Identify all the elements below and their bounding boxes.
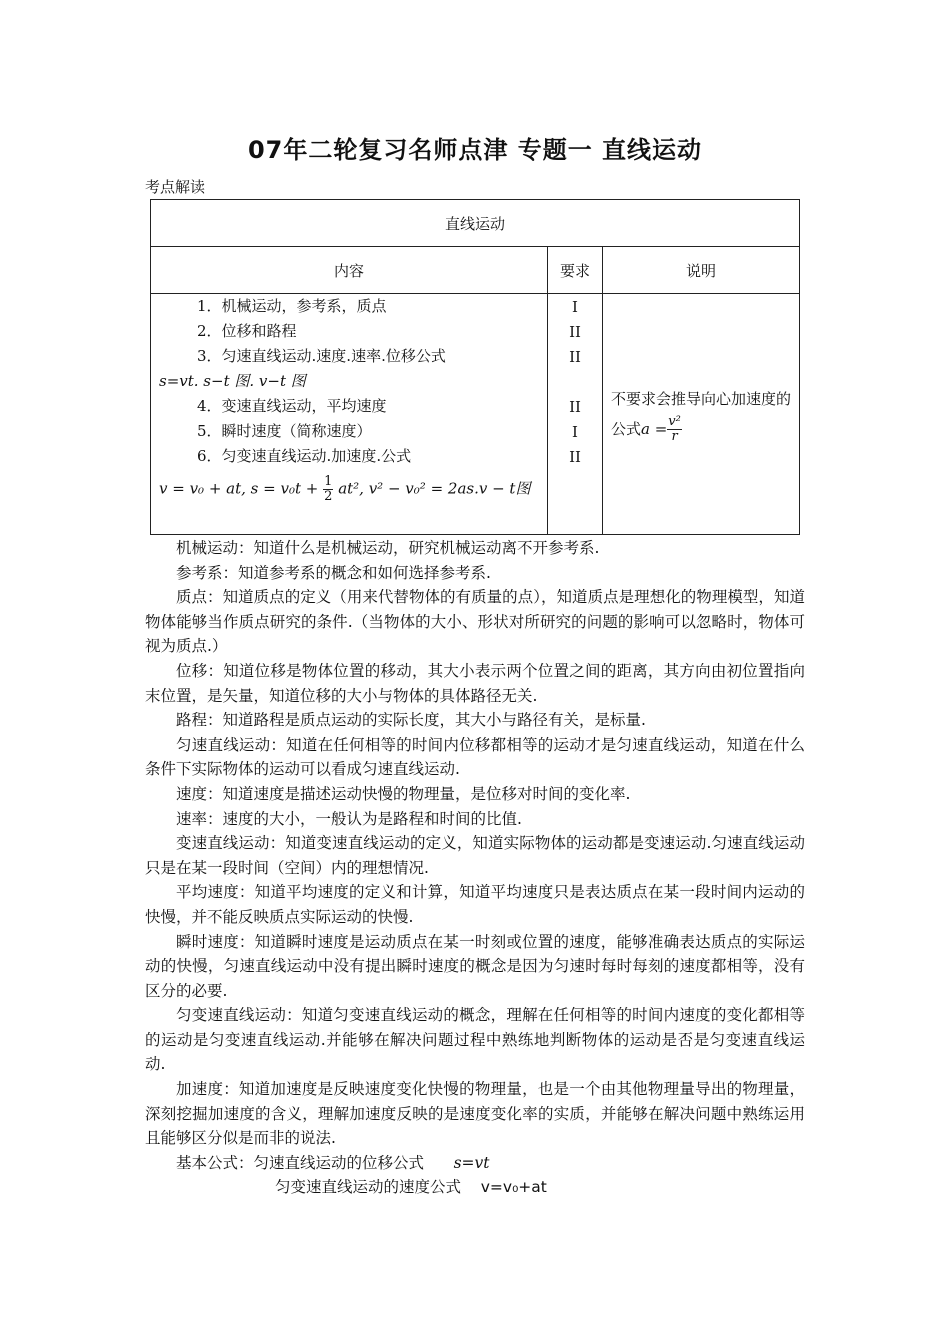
note-cell bbox=[603, 294, 800, 535]
fraction-numerator: 1 bbox=[324, 474, 333, 489]
header-requirement: 要求 bbox=[548, 247, 603, 294]
paragraph: 平均速度：知道平均速度的定义和计算，知道平均速度只是表达质点在某一段时间内运动的快慢，并不能反映质点实际运动的快慢. bbox=[145, 883, 805, 926]
paragraph: 匀速直线运动：知道在任何相等的时间内位移都相等的运动才是匀速直线运动，知道在什么条件下实际物体的运动可以看成匀速直线运动. bbox=[145, 735, 805, 779]
velocity-formula: v=v₀+at bbox=[480, 1178, 547, 1197]
note-text bbox=[611, 384, 791, 445]
content-item: 5．瞬时速度（简称速度） bbox=[197, 422, 372, 440]
body-text bbox=[145, 536, 805, 1200]
content-item: 1．机械运动，参考系，质点 bbox=[197, 297, 387, 315]
section-label: 考点解读 bbox=[145, 178, 206, 196]
requirement-level: I bbox=[572, 298, 578, 316]
basic-formula-line bbox=[145, 1151, 805, 1176]
note-fraction-denominator: r bbox=[671, 429, 678, 445]
formula-part2: at², v² − v₀² = 2as.v − t图 bbox=[338, 479, 531, 498]
paragraph: 路程：知道路程是质点运动的实际长度，其大小与路径有关，是标量. bbox=[176, 711, 646, 730]
fraction-denominator: 2 bbox=[324, 489, 333, 504]
paragraph: 速率：速度的大小，一般认为是路程和时间的比值. bbox=[176, 809, 522, 828]
content-item: 4．变速直线运动，平均速度 bbox=[197, 397, 387, 415]
note-fraction-numerator: v² bbox=[668, 414, 681, 430]
formula-fraction bbox=[323, 475, 333, 504]
basic-formula-label: 基本公式：匀速直线运动的位移公式 bbox=[176, 1153, 425, 1172]
requirement-level: I bbox=[572, 423, 578, 441]
content-cell bbox=[151, 294, 548, 535]
velocity-formula-line bbox=[145, 1175, 805, 1200]
note-formula-lhs: a = bbox=[641, 419, 668, 438]
requirement-cell bbox=[548, 294, 603, 535]
content-item: 6．匀变速直线运动.加速度.公式 bbox=[197, 447, 412, 465]
content-item: s=vt. s−t 图. v−t 图 bbox=[159, 372, 306, 390]
note-text-content: 不要求会推导向心加速度的公式 bbox=[611, 389, 792, 438]
paragraph: 参考系：知道参考系的概念和如何选择参考系. bbox=[176, 563, 491, 582]
kinematics-formula bbox=[159, 475, 539, 504]
header-content: 内容 bbox=[151, 247, 548, 294]
requirement-level: II bbox=[569, 448, 581, 466]
paragraph: 位移：知道位移是物体位置的移动，其大小表示两个位置之间的距离，其方向由初位置指向末位置，是矢量，知道位移的大小与物体的具体路径无关. bbox=[145, 661, 805, 705]
paragraph: 质点：知道质点的定义（用来代替物体的有质量的点），知道质点是理想化的物理模型，知道物体能够当作质点研究的条件.（当物体的大小、形状对所研究的问题的影响可以忽略时，物体可视为质点.） bbox=[145, 588, 805, 656]
content-item: 3．匀速直线运动.速度.速率.位移公式 bbox=[197, 347, 446, 365]
paragraph: 加速度：知道加速度是反映速度变化快慢的物理量，也是一个由其他物理量导出的物理量，深刻挖掘加速度的含义，理解加速度反映的是速度变化率的实质，并能够在解决问题中熟练运用且能够区分似是而非的说法. bbox=[145, 1080, 805, 1148]
paragraph: 瞬时速度：知道瞬时速度是运动质点在某一时刻或位置的速度，能够准确表达质点的实际运动的快慢，匀速直线运动中没有提出瞬时速度的概念是因为匀速时每时每刻的速度都相等，没有区分的必要. bbox=[145, 932, 805, 1000]
paragraph: 匀变速直线运动：知道匀变速直线运动的概念，理解在任何相等的时间内速度的变化都相等的运动是匀变速直线运动.并能够在解决问题过程中熟练地判断物体的运动是否是匀变速直线运动. bbox=[145, 1006, 805, 1074]
requirement-level: II bbox=[569, 398, 581, 416]
requirement-level: II bbox=[569, 348, 581, 366]
paragraph: 速度：知道速度是描述运动快慢的物理量，是位移对时间的变化率. bbox=[176, 784, 631, 803]
note-fraction bbox=[667, 415, 682, 444]
document-title: 07年二轮复习名师点津 专题一 直线运动 bbox=[247, 136, 703, 164]
header-note: 说明 bbox=[603, 247, 800, 294]
requirement-level bbox=[549, 370, 601, 395]
table-caption: 直线运动 bbox=[151, 200, 800, 247]
requirement-level: II bbox=[569, 323, 581, 341]
requirements-table bbox=[150, 199, 800, 535]
content-item: 2．位移和路程 bbox=[197, 322, 297, 340]
paragraph: 机械运动：知道什么是机械运动，研究机械运动离不开参考系. bbox=[176, 539, 600, 557]
basic-formula: s=vt bbox=[453, 1153, 490, 1172]
paragraph: 变速直线运动：知道变速直线运动的定义，知道实际物体的运动都是变速运动.匀速直线运动只是在某一段时间（空间）内的理想情况. bbox=[145, 834, 805, 877]
velocity-formula-label: 匀变速直线运动的速度公式 bbox=[275, 1178, 462, 1197]
formula-part1: v = v₀ + at, s = v₀t + bbox=[159, 479, 319, 498]
